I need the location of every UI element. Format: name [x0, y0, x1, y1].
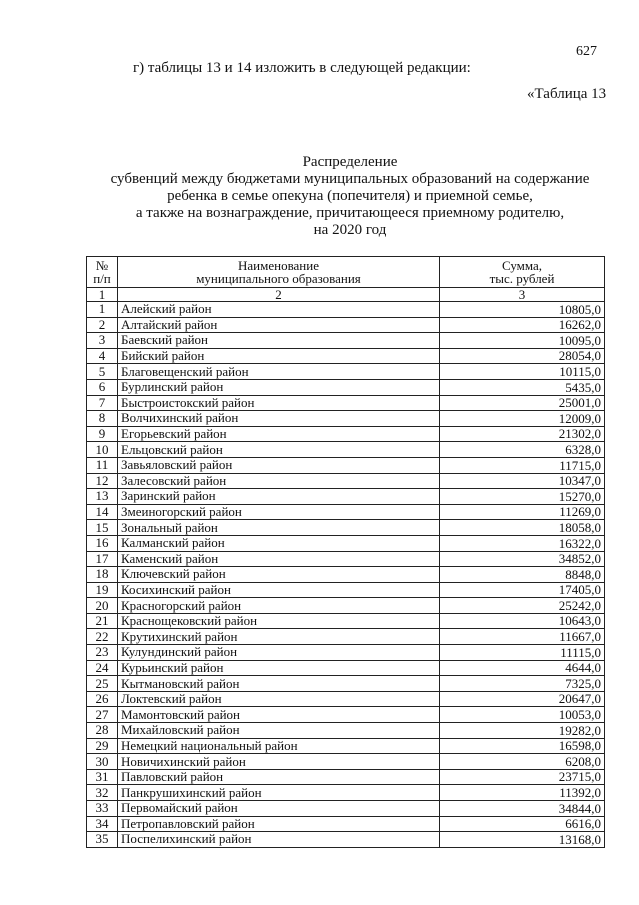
header-number-line1: №: [95, 258, 109, 273]
subvention-sum: 16322,0: [440, 535, 605, 551]
table-row: [87, 754, 605, 770]
header-sum-line1: Сумма,: [501, 258, 543, 273]
table-row: [87, 317, 605, 333]
row-number: 33: [87, 801, 118, 817]
municipality-name: Волчихинский район: [118, 411, 440, 427]
table-row: [87, 302, 605, 318]
subvention-sum: 11392,0: [440, 785, 605, 801]
row-number: 30: [87, 754, 118, 770]
subvention-sum: 16262,0: [440, 317, 605, 333]
column-number-row: [87, 288, 605, 302]
subvention-sum: 10805,0: [440, 302, 605, 318]
header-name-line2: муниципального образования: [196, 271, 361, 286]
subvention-sum: 11269,0: [440, 504, 605, 520]
row-number: 1: [87, 302, 118, 318]
table-row: [87, 426, 605, 442]
subvention-sum: 7325,0: [440, 676, 605, 692]
row-number: 13: [87, 489, 118, 505]
table-row: [87, 411, 605, 427]
subvention-sum: 13168,0: [440, 832, 605, 848]
table-row: [87, 504, 605, 520]
municipality-name: Алтайский район: [118, 317, 440, 333]
subvention-sum: 17405,0: [440, 582, 605, 598]
table-label: «Таблица 13: [527, 86, 607, 102]
municipality-name: Крутихинский район: [118, 629, 440, 645]
subvention-sum: 5435,0: [440, 379, 605, 395]
header-number-line2: п/п: [93, 271, 111, 286]
heading-line: а также на вознаграждение, причитающееся приемному родителю,: [135, 205, 565, 221]
municipality-name: Кытмановский район: [118, 676, 440, 692]
column-number: 3: [440, 288, 605, 302]
table-row: [87, 691, 605, 707]
municipality-name: Благовещенский район: [118, 364, 440, 380]
distribution-table: [86, 256, 605, 848]
municipality-name: Курьинский район: [118, 660, 440, 676]
table-row: [87, 645, 605, 661]
subvention-sum: 25242,0: [440, 598, 605, 614]
row-number: 6: [87, 379, 118, 395]
row-number: 21: [87, 613, 118, 629]
heading-line: субвенций между бюджетами муниципальных образований на содержание: [110, 171, 590, 187]
amendment-instruction: г) таблицы 13 и 14 изложить в следующей редакции:: [133, 60, 471, 76]
municipality-name: Алейский район: [118, 302, 440, 318]
row-number: 24: [87, 660, 118, 676]
table-row: [87, 816, 605, 832]
heading-line: Распределение: [302, 154, 398, 170]
table-row: [87, 629, 605, 645]
row-number: 12: [87, 473, 118, 489]
table-row: [87, 785, 605, 801]
subvention-sum: 11667,0: [440, 629, 605, 645]
municipality-name: Баевский район: [118, 333, 440, 349]
row-number: 11: [87, 457, 118, 473]
subvention-sum: 11115,0: [440, 645, 605, 661]
row-number: 17: [87, 551, 118, 567]
table-row: [87, 333, 605, 349]
table-row: [87, 457, 605, 473]
subvention-sum: 21302,0: [440, 426, 605, 442]
table-row: [87, 832, 605, 848]
row-number: 19: [87, 582, 118, 598]
row-number: 31: [87, 769, 118, 785]
subvention-sum: 20647,0: [440, 691, 605, 707]
subvention-sum: 10053,0: [440, 707, 605, 723]
table-row: [87, 598, 605, 614]
row-number: 25: [87, 676, 118, 692]
table-heading: [80, 154, 620, 239]
row-number: 15: [87, 520, 118, 536]
table-row: [87, 801, 605, 817]
municipality-name: Бурлинский район: [118, 379, 440, 395]
subvention-sum: 6208,0: [440, 754, 605, 770]
table-row: [87, 738, 605, 754]
subvention-sum: 12009,0: [440, 411, 605, 427]
municipality-name: Краснощековский район: [118, 613, 440, 629]
heading-line: ребенка в семье опекуна (попечителя) и приемной семье,: [167, 188, 533, 204]
municipality-name: Ельцовский район: [118, 442, 440, 458]
municipality-name: Завьяловский район: [118, 457, 440, 473]
column-number: 2: [118, 288, 440, 302]
municipality-name: Мамонтовский район: [118, 707, 440, 723]
table-header-row: [87, 257, 605, 288]
table-row: [87, 723, 605, 739]
municipality-name: Локтевский район: [118, 691, 440, 707]
row-number: 16: [87, 535, 118, 551]
subvention-sum: 18058,0: [440, 520, 605, 536]
municipality-name: Петропавловский район: [118, 816, 440, 832]
municipality-name: Панкрушихинский район: [118, 785, 440, 801]
table-row: [87, 379, 605, 395]
row-number: 35: [87, 832, 118, 848]
row-number: 22: [87, 629, 118, 645]
municipality-name: Зональный район: [118, 520, 440, 536]
municipality-name: Бийский район: [118, 348, 440, 364]
subvention-sum: 6616,0: [440, 816, 605, 832]
table-row: [87, 348, 605, 364]
row-number: 34: [87, 816, 118, 832]
table-row: [87, 582, 605, 598]
table-row: [87, 769, 605, 785]
table-row: [87, 676, 605, 692]
subvention-sum: 15270,0: [440, 489, 605, 505]
row-number: 5: [87, 364, 118, 380]
row-number: 26: [87, 691, 118, 707]
row-number: 23: [87, 645, 118, 661]
page-number: 627: [576, 44, 597, 59]
municipality-name: Залесовский район: [118, 473, 440, 489]
municipality-name: Михайловский район: [118, 723, 440, 739]
subvention-sum: 19282,0: [440, 723, 605, 739]
municipality-name: Быстроистокский район: [118, 395, 440, 411]
municipality-name: Поспелихинский район: [118, 832, 440, 848]
subvention-sum: 28054,0: [440, 348, 605, 364]
heading-line: на 2020 год: [313, 222, 387, 238]
row-number: 4: [87, 348, 118, 364]
table-row: [87, 613, 605, 629]
municipality-name: Новичихинский район: [118, 754, 440, 770]
subvention-sum: 4644,0: [440, 660, 605, 676]
municipality-name: Красногорский район: [118, 598, 440, 614]
municipality-name: Кулундинский район: [118, 645, 440, 661]
table-row: [87, 660, 605, 676]
row-number: 29: [87, 738, 118, 754]
subvention-sum: 10347,0: [440, 473, 605, 489]
municipality-name: Косихинский район: [118, 582, 440, 598]
municipality-name: Змеиногорский район: [118, 504, 440, 520]
header-name-line1: Наименование: [238, 258, 319, 273]
table-row: [87, 535, 605, 551]
header-sum: [440, 257, 605, 288]
table-row: [87, 364, 605, 380]
subvention-sum: 10115,0: [440, 364, 605, 380]
table-body: [87, 302, 605, 848]
table-row: [87, 395, 605, 411]
row-number: 14: [87, 504, 118, 520]
row-number: 7: [87, 395, 118, 411]
row-number: 3: [87, 333, 118, 349]
municipality-name: Ключевский район: [118, 567, 440, 583]
row-number: 28: [87, 723, 118, 739]
subvention-sum: 25001,0: [440, 395, 605, 411]
row-number: 20: [87, 598, 118, 614]
table-row: [87, 551, 605, 567]
header-name: [118, 257, 440, 288]
table-row: [87, 707, 605, 723]
municipality-name: Егорьевский район: [118, 426, 440, 442]
table-row: [87, 442, 605, 458]
header-sum-line2: тыс. рублей: [489, 271, 555, 286]
header-number: [87, 257, 118, 288]
subvention-sum: 34844,0: [440, 801, 605, 817]
table-row: [87, 520, 605, 536]
municipality-name: Каменский район: [118, 551, 440, 567]
row-number: 9: [87, 426, 118, 442]
subvention-sum: 10643,0: [440, 613, 605, 629]
subvention-sum: 10095,0: [440, 333, 605, 349]
table-row: [87, 489, 605, 505]
subvention-sum: 34852,0: [440, 551, 605, 567]
subvention-sum: 6328,0: [440, 442, 605, 458]
municipality-name: Заринский район: [118, 489, 440, 505]
table-row: [87, 567, 605, 583]
subvention-sum: 11715,0: [440, 457, 605, 473]
row-number: 27: [87, 707, 118, 723]
column-number: 1: [87, 288, 118, 302]
row-number: 8: [87, 411, 118, 427]
row-number: 32: [87, 785, 118, 801]
subvention-sum: 16598,0: [440, 738, 605, 754]
row-number: 18: [87, 567, 118, 583]
table-row: [87, 473, 605, 489]
municipality-name: Первомайский район: [118, 801, 440, 817]
subvention-sum: 8848,0: [440, 567, 605, 583]
row-number: 10: [87, 442, 118, 458]
subvention-sum: 23715,0: [440, 769, 605, 785]
municipality-name: Павловский район: [118, 769, 440, 785]
municipality-name: Калманский район: [118, 535, 440, 551]
municipality-name: Немецкий национальный район: [118, 738, 440, 754]
row-number: 2: [87, 317, 118, 333]
